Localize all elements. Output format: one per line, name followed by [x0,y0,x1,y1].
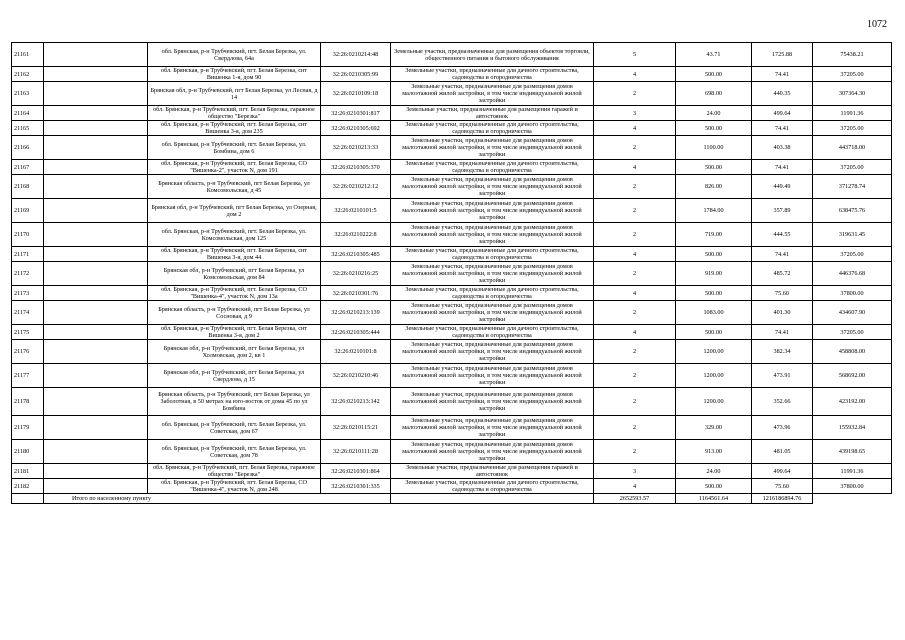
table-row [12,82,892,106]
row-group: 4 [594,160,676,175]
row-area: 1200.00 [676,364,752,388]
row-cadastral-value: 75438.21 [813,43,892,67]
row-land-use: Земельные участки, предназначенные для дачного строительства, садоводства и огородничества [391,247,594,262]
row-cadastral-value: 37800.00 [813,286,892,301]
row-number: 21174 [12,301,44,325]
row-cadastral-value: 443718.00 [813,136,892,160]
row-address: Брянская область, р-н Трубчевский, пгт Белая Березка, ул Заболотная, в 50 метрах на юго-восток от дома 45 по ул Бомбина [148,388,321,416]
row-address: обл. Брянская, р-н Трубчевский, пгт. Белая Березка, ул. Советская, дом 78 [148,440,321,464]
row-land-use: Земельные участки, предназначенные для размещения домов малоэтажной жилой застройки, в том числе индивидуальной жилой застройки [391,82,594,106]
table-row [12,106,892,121]
total-number-cell [12,494,44,504]
row-cadastral-number: 32:26:0210111:28 [321,440,391,464]
row-address: обл. Брянская, р-н Трубчевский, пгт. Белая Березка, СО "Вишенка-4", участок N, дом 13а [148,286,321,301]
empty-cell [44,286,148,301]
row-specific-value: 440.35 [752,82,813,106]
row-cadastral-number: 32:26:0210216:25 [321,262,391,286]
row-group: 2 [594,416,676,440]
row-cadastral-number: 32:26:0210305:692 [321,121,391,136]
empty-cell [44,247,148,262]
row-land-use: Земельные участки, предназначенные для дачного строительства, садоводства и огородничества [391,160,594,175]
row-land-use: Земельные участки, предназначенные для размещения домов малоэтажной жилой застройки, в том числе индивидуальной жилой застройки [391,301,594,325]
table-row [12,136,892,160]
row-cadastral-value: 638475.76 [813,199,892,223]
row-cadastral-value: 11991.36 [813,464,892,479]
row-cadastral-value: 37205.00 [813,325,892,340]
row-number: 21170 [12,223,44,247]
row-address: Брянская область, р-н Трубчевский, пгт Белая Березка, ул Сосновая, д 9 [148,301,321,325]
row-cadastral-number: 32:26:0210222:8 [321,223,391,247]
row-area: 500.00 [676,67,752,82]
row-specific-value: 74.41 [752,247,813,262]
table-row [12,286,892,301]
row-specific-value: 74.41 [752,121,813,136]
row-cadastral-value: 446376.68 [813,262,892,286]
row-land-use: Земельные участки, предназначенные для размещения домов малоэтажной жилой застройки, в том числе индивидуальной жилой застройки [391,136,594,160]
row-address: Брянская область, р-н Трубчевский, пгт Белая Березка, ул Комсомольская, д 45 [148,175,321,199]
row-land-use: Земельные участки, предназначенные для размещения домов малоэтажной жилой застройки, в том числе индивидуальной жилой застройки [391,175,594,199]
row-specific-value: 382.34 [752,340,813,364]
row-land-use: Земельные участки, предназначенные для дачного строительства, садоводства и огородничества [391,286,594,301]
row-cadastral-value: 434607.90 [813,301,892,325]
row-group: 2 [594,262,676,286]
row-number: 21163 [12,82,44,106]
table-row [12,464,892,479]
table-row [12,262,892,286]
table-row [12,325,892,340]
row-cadastral-number: 32:26:0210213:139 [321,301,391,325]
row-address: обл. Брянская, р-н Трубчевский, пгт. Белая Березка, снт Вишенка 3-я, дом 2 [148,325,321,340]
row-address: обл. Брянская, р-н Трубчевский, пгт. Белая Березка, ул. Советская, дом 67 [148,416,321,440]
row-land-use: Земельные участки, предназначенные для размещения домов малоэтажной жилой застройки, в том числе индивидуальной жилой застройки [391,223,594,247]
row-cadastral-number: 32:26:0210115:21 [321,416,391,440]
table-row [12,388,892,416]
table-row [12,223,892,247]
empty-cell [44,340,148,364]
row-group: 2 [594,223,676,247]
row-number: 21175 [12,325,44,340]
page-number: 1072 [867,19,887,30]
row-group: 4 [594,67,676,82]
row-specific-value: 357.89 [752,199,813,223]
row-address: обл. Брянская, р-н Трубчевский, пгт. Белая Березка, ул. Комсомольская, дом 125 [148,223,321,247]
row-number: 21168 [12,175,44,199]
row-number: 21176 [12,340,44,364]
row-area: 719.00 [676,223,752,247]
empty-cell [44,175,148,199]
row-area: 500.00 [676,286,752,301]
row-land-use: Земельные участки, предназначенные для дачного строительства, садоводства и огородничества [391,67,594,82]
row-group: 4 [594,247,676,262]
row-land-use: Земельные участки, предназначенные для дачного строительства, садоводства и огородничества [391,325,594,340]
total-specific-value: 1164561.64 [676,494,752,504]
cadastral-value-table [11,42,892,504]
row-cadastral-value: 37205.00 [813,121,892,136]
row-cadastral-value: 568692.00 [813,364,892,388]
table-row [12,175,892,199]
row-number: 21179 [12,416,44,440]
row-number: 21171 [12,247,44,262]
empty-cell [44,199,148,223]
row-cadastral-number: 32:26:0210210:46 [321,364,391,388]
table-row [12,121,892,136]
row-area: 24.00 [676,106,752,121]
empty-cell [44,479,148,494]
row-area: 500.00 [676,247,752,262]
row-address: обл. Брянская, р-н Трубчевский, пгт. Белая Березка, гаражное общество "Березка" [148,464,321,479]
row-area: 500.00 [676,121,752,136]
row-address: обл. Брянская, р-н Трубчевский, пгт. Белая Березка, снт Вишенка 3-я, дом 235 [148,121,321,136]
row-area: 500.00 [676,479,752,494]
row-cadastral-number: 32:26:0210305:99 [321,67,391,82]
table-row [12,364,892,388]
row-address: обл. Брянская, р-н Трубчевский, пгт. Белая Березка, СО "Вишенка-4", участок N, дом 248 [148,479,321,494]
empty-cell [44,364,148,388]
total-area: 2652593.57 [594,494,676,504]
row-cadastral-value: 319631.45 [813,223,892,247]
row-area: 500.00 [676,160,752,175]
table-row [12,301,892,325]
row-land-use: Земельные участки, предназначенные для размещения объектов торговли, общественного питания и бытового обслуживания [391,43,594,67]
row-address: обл. Брянская, р-н Трубчевский, пгт. Белая Березка, ул. Свердлова, 64а [148,43,321,67]
row-group: 2 [594,388,676,416]
empty-cell [44,464,148,479]
row-cadastral-value: 371278.74 [813,175,892,199]
row-address: обл. Брянская, р-н Трубчевский, пгт. Белая Березка, снт Вишенка 1-я, дом 90 [148,67,321,82]
row-address: обл. Брянская, р-н Трубчевский, пгт. Белая Березка, ул. Бомбина, дом 6 [148,136,321,160]
row-number: 21180 [12,440,44,464]
row-land-use: Земельные участки, предназначенные для размещения домов малоэтажной жилой застройки, в том числе индивидуальной жилой застройки [391,199,594,223]
empty-cell [44,301,148,325]
total-empty [391,494,594,504]
empty-cell [44,136,148,160]
row-land-use: Земельные участки, предназначенные для дачного строительства, садоводства и огородничества [391,479,594,494]
table-row [12,160,892,175]
row-address: обл. Брянская, р-н Трубчевский, пгт. Белая Березка, снт Вишенка 3-я, дом 44 [148,247,321,262]
row-specific-value: 74.41 [752,325,813,340]
row-address: Брянская обл, р-н Трубчевский, пгт Белая Березка, ул Комсомольская, дом 84 [148,262,321,286]
row-cadastral-value: 458808.00 [813,340,892,364]
row-specific-value: 473.91 [752,364,813,388]
total-row [12,494,892,504]
row-land-use: Земельные участки, предназначенные для дачного строительства, садоводства и огородничества [391,121,594,136]
empty-cell [44,82,148,106]
row-number: 21169 [12,199,44,223]
row-address: Брянская обл, р-н Трубчевский, пгт Белая Березка, ул Свердлова, д 15 [148,364,321,388]
row-group: 3 [594,464,676,479]
row-cadastral-value: 37205.00 [813,160,892,175]
row-land-use: Земельные участки, предназначенные для размещения домов малоэтажной жилой застройки, в том числе индивидуальной жилой застройки [391,364,594,388]
row-cadastral-value: 307364.30 [813,82,892,106]
row-number: 21164 [12,106,44,121]
empty-cell [44,67,148,82]
row-cadastral-number: 32:26:0210214:48 [321,43,391,67]
table-row [12,440,892,464]
table-row [12,416,892,440]
row-cadastral-value: 37205.00 [813,67,892,82]
empty-cell [44,440,148,464]
row-area: 43.71 [676,43,752,67]
row-area: 919.00 [676,262,752,286]
row-cadastral-number: 32:26:0210301:817 [321,106,391,121]
row-specific-value: 499.64 [752,106,813,121]
row-specific-value: 1725.88 [752,43,813,67]
row-address: обл. Брянская, р-н Трубчевский, пгт. Белая Березка, СО "Вишенка-2", участок N, дом 191 [148,160,321,175]
row-cadastral-value: 155932.84 [813,416,892,440]
row-group: 2 [594,301,676,325]
row-specific-value: 74.41 [752,67,813,82]
row-land-use: Земельные участки, предназначенные для размещения домов малоэтажной жилой застройки, в том числе индивидуальной жилой застройки [391,340,594,364]
row-number: 21178 [12,388,44,416]
row-group: 4 [594,121,676,136]
row-specific-value: 499.64 [752,464,813,479]
row-cadastral-number: 32:26:0210101:8 [321,340,391,364]
row-number: 21172 [12,262,44,286]
row-specific-value: 74.41 [752,160,813,175]
row-land-use: Земельные участки, предназначенные для размещения домов малоэтажной жилой застройки, в том числе индивидуальной жилой застройки [391,388,594,416]
row-group: 4 [594,325,676,340]
row-specific-value: 444.55 [752,223,813,247]
row-group: 2 [594,340,676,364]
row-address: Брянская обл, р-н Трубчевский, пгт Белая Березка, ул Озерная, дом 2 [148,199,321,223]
row-address: обл. Брянская, р-н Трубчевский, пгт. Белая Березка, гаражное общество "Березка" [148,106,321,121]
empty-cell [44,160,148,175]
row-group: 2 [594,136,676,160]
row-address: Брянская обл, р-н Трубчевский, пгт Белая Березка, ул Лесная, д 14 [148,82,321,106]
row-area: 826.00 [676,175,752,199]
row-area: 24.00 [676,464,752,479]
row-cadastral-number: 32:26:0210305:444 [321,325,391,340]
row-number: 21173 [12,286,44,301]
row-area: 500.00 [676,325,752,340]
total-label: Итого по населенному пункту [44,494,391,504]
row-number: 21166 [12,136,44,160]
row-area: 329.00 [676,416,752,440]
row-cadastral-value: 439198.65 [813,440,892,464]
row-land-use: Земельные участки, предназначенные для размещения гаражей и автостоянок [391,464,594,479]
row-specific-value: 403.38 [752,136,813,160]
row-land-use: Земельные участки, предназначенные для размещения гаражей и автостоянок [391,106,594,121]
row-group: 3 [594,106,676,121]
row-cadastral-number: 32:26:0210305:370 [321,160,391,175]
row-specific-value: 449.49 [752,175,813,199]
row-group: 2 [594,440,676,464]
row-number: 21177 [12,364,44,388]
row-area: 1200.00 [676,340,752,364]
row-cadastral-number: 32:26:0210212:12 [321,175,391,199]
row-cadastral-number: 32:26:0210301:335 [321,479,391,494]
empty-cell [44,325,148,340]
table-row [12,199,892,223]
row-group: 2 [594,364,676,388]
empty-cell [44,388,148,416]
row-specific-value: 352.66 [752,388,813,416]
row-land-use: Земельные участки, предназначенные для размещения домов малоэтажной жилой застройки, в том числе индивидуальной жилой застройки [391,262,594,286]
row-area: 913.00 [676,440,752,464]
row-cadastral-number: 32:26:0210109:18 [321,82,391,106]
row-group: 2 [594,175,676,199]
empty-cell [44,416,148,440]
total-cadastral-value: 1216186894.76 [752,494,813,504]
row-cadastral-value: 37205.00 [813,247,892,262]
row-specific-value: 485.72 [752,262,813,286]
empty-cell [44,121,148,136]
row-number: 21167 [12,160,44,175]
table-body [12,43,892,504]
row-address: Брянская обл, р-н Трубчевский, пгт Белая Березка, ул Холмовская, дом 2, кв 1 [148,340,321,364]
row-specific-value: 401.30 [752,301,813,325]
row-group: 2 [594,199,676,223]
row-cadastral-number: 32:26:0210301:76 [321,286,391,301]
row-cadastral-value: 423192.00 [813,388,892,416]
row-land-use: Земельные участки, предназначенные для размещения домов малоэтажной жилой застройки, в том числе индивидуальной жилой застройки [391,416,594,440]
row-group: 4 [594,479,676,494]
row-group: 5 [594,43,676,67]
row-number: 21161 [12,43,44,67]
row-number: 21165 [12,121,44,136]
row-cadastral-number: 32:26:0210213:33 [321,136,391,160]
row-cadastral-number: 32:26:0210101:5 [321,199,391,223]
row-specific-value: 75.60 [752,286,813,301]
empty-cell [44,223,148,247]
row-cadastral-number: 32:26:0210305:485 [321,247,391,262]
row-land-use: Земельные участки, предназначенные для размещения домов малоэтажной жилой застройки, в том числе индивидуальной жилой застройки [391,440,594,464]
row-area: 1083.00 [676,301,752,325]
row-group: 4 [594,286,676,301]
row-number: 21162 [12,67,44,82]
table-row [12,340,892,364]
row-cadastral-value: 37800.00 [813,479,892,494]
row-number: 21182 [12,479,44,494]
table-row [12,43,892,67]
row-specific-value: 473.96 [752,416,813,440]
row-area: 698.00 [676,82,752,106]
row-number: 21181 [12,464,44,479]
table-row [12,247,892,262]
table-row [12,479,892,494]
empty-cell [44,106,148,121]
row-group: 2 [594,82,676,106]
row-area: 1784.00 [676,199,752,223]
row-specific-value: 481.05 [752,440,813,464]
row-area: 1200.00 [676,388,752,416]
row-specific-value: 75.60 [752,479,813,494]
empty-cell [44,262,148,286]
row-cadastral-number: 32:26:0210301:864 [321,464,391,479]
table-row [12,67,892,82]
row-cadastral-value: 11991.36 [813,106,892,121]
row-cadastral-number: 32:26:0210213:142 [321,388,391,416]
empty-cell [44,43,148,67]
row-area: 1100.00 [676,136,752,160]
